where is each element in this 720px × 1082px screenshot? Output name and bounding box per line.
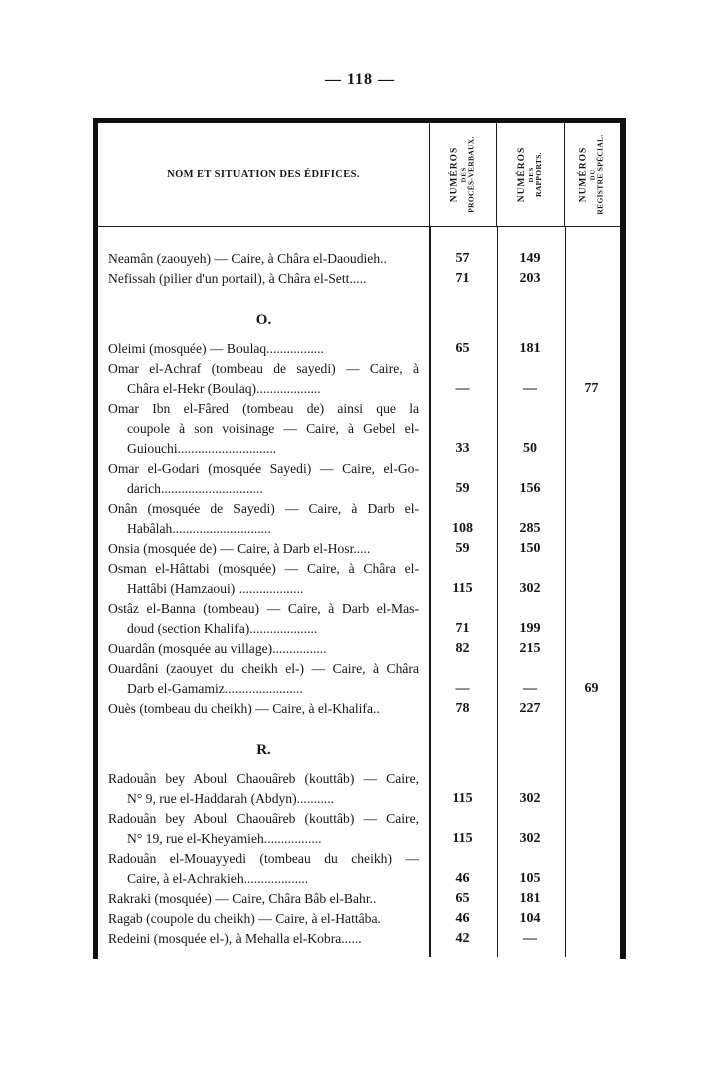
edifice-name xyxy=(98,359,429,399)
edifice-name xyxy=(98,399,429,459)
registre-special-column-header xyxy=(564,123,619,226)
table-row xyxy=(98,339,620,359)
edifice-name xyxy=(98,929,429,949)
rapports-value: 181 xyxy=(519,341,541,356)
edifice-name xyxy=(98,539,429,559)
edifice-name xyxy=(98,809,429,849)
proces-verbaux-value: 65 xyxy=(455,341,470,356)
table-row xyxy=(98,359,620,399)
rapports-column-header xyxy=(496,123,564,226)
rotated-header-text xyxy=(517,141,544,208)
edifice-name-line: Nefissah (pilier d'un portail), à Châra el-Sett..... xyxy=(108,271,367,286)
edifice-name xyxy=(98,909,429,929)
page-number: — 118 — xyxy=(324,71,396,88)
edifice-name-line: Ouardâni (zaouyet du cheikh el-) — Caire, à Châra xyxy=(108,661,419,676)
edifice-name-line: Rakraki (mosquée) — Caire, Châra Bâb el-Bahr.. xyxy=(108,891,377,906)
edifice-name-line: Hattâbi (Hamzaoui) ................... xyxy=(127,581,304,596)
column-separator xyxy=(429,227,431,957)
edifice-name-line: Guiouchi............................. xyxy=(127,441,277,456)
rapports-value: 104 xyxy=(519,911,541,926)
table-header xyxy=(98,123,620,227)
rapports-value: 181 xyxy=(519,891,541,906)
rapports-value: 203 xyxy=(519,271,541,286)
rapports-value: 302 xyxy=(519,791,541,806)
rapports-value: 302 xyxy=(519,581,541,596)
table-row xyxy=(98,559,620,599)
proces-verbaux-value: 33 xyxy=(455,441,470,456)
table-row xyxy=(98,929,620,949)
edifice-name-line: Caire, à el-Achrakieh................... xyxy=(127,871,309,886)
column-separator xyxy=(565,227,567,957)
edifice-name-line: N° 9, rue el-Haddarah (Abdyn)........... xyxy=(127,791,335,806)
rapports-value: 302 xyxy=(519,831,541,846)
rapports-value: 227 xyxy=(519,701,541,716)
edifice-name-line: Osman el-Hâttabi (mosquée) — Caire, à Châra el- xyxy=(108,561,419,576)
proces-verbaux-value: — xyxy=(455,681,470,696)
header-word: NUMÉROS xyxy=(516,146,527,203)
table-row xyxy=(98,889,620,909)
proces-verbaux-value: 78 xyxy=(455,701,470,716)
edifice-name-line: Omar el-Godari (mosquée Sayedi) — Caire, el-Go- xyxy=(108,461,419,476)
proces-verbaux-value: 57 xyxy=(455,251,470,266)
header-word: NUMÉROS xyxy=(449,146,460,203)
edifice-name xyxy=(98,499,429,539)
proces-verbaux-value: 115 xyxy=(452,581,473,596)
table-row xyxy=(98,459,620,499)
edifice-name-line: Habâlah............................. xyxy=(127,521,271,536)
edifice-name-line: Radouân bey Aboul Chaouâreb (kouttâb) — Caire, xyxy=(108,771,419,786)
rapports-value: 150 xyxy=(519,541,541,556)
table-row xyxy=(98,249,620,269)
edifice-name xyxy=(98,339,429,359)
edifice-name-line: doud (section Khalifa).................... xyxy=(127,621,318,636)
edifice-name-line: Onân (mosquée de Sayedi) — Caire, à Darb el- xyxy=(108,501,419,516)
table-row xyxy=(98,769,620,809)
edifice-name-line: darich.............................. xyxy=(127,481,263,496)
edifice-name-line: Oleimi (mosquée) — Boulaq................. xyxy=(108,341,324,356)
rapports-value: 285 xyxy=(519,521,541,536)
edifice-name-line: coupole à son voisinage — Caire, à Gebel el- xyxy=(127,421,419,436)
edifice-name-line: Radouân bey Aboul Chaouâreb (kouttâb) — Caire, xyxy=(108,811,419,826)
proces-verbaux-value: 71 xyxy=(455,271,470,286)
rapports-value: 149 xyxy=(519,251,541,266)
edifice-name xyxy=(98,459,429,499)
header-word: PROCÈS-VERBAUX. xyxy=(466,136,476,213)
rapports-value: — xyxy=(523,681,537,696)
rapports-value: 105 xyxy=(519,871,541,886)
proces-verbaux-value: 59 xyxy=(455,541,470,556)
table-row xyxy=(98,909,620,929)
rapports-value: — xyxy=(523,381,537,396)
edifice-name-line: Ragab (coupole du cheikh) — Caire, à el-Hattâba. xyxy=(108,911,381,926)
proces-verbaux-value: 46 xyxy=(455,871,470,886)
edifice-name-line: Darb el-Gamamiz....................... xyxy=(127,681,303,696)
proces-verbaux-value: 108 xyxy=(452,521,473,536)
header-word: DES xyxy=(527,166,535,183)
edifice-name-line: N° 19, rue el-Kheyamieh................. xyxy=(127,831,322,846)
edifice-name xyxy=(98,769,429,809)
proces-verbaux-value: 82 xyxy=(455,641,470,656)
edifice-name xyxy=(98,849,429,889)
rapports-value: 156 xyxy=(519,481,541,496)
edifice-name xyxy=(98,559,429,599)
rotated-header-text xyxy=(450,136,477,212)
edifice-name-line: Omar el-Achraf (tombeau de sayedi) — Caire, à xyxy=(108,361,419,376)
proces-verbaux-value: 71 xyxy=(455,621,470,636)
proces-verbaux-value: 115 xyxy=(452,791,473,806)
edifice-name xyxy=(98,659,429,699)
proces-verbaux-value: — xyxy=(455,381,470,396)
section-heading: O. xyxy=(255,312,272,328)
edifice-name-line: Omar Ibn el-Fâred (tombeau de) ainsi que la xyxy=(108,401,419,416)
edifice-name-line: Ouès (tombeau du cheikh) — Caire, à el-Khalifa.. xyxy=(108,701,380,716)
table-row xyxy=(98,499,620,539)
table-body xyxy=(98,227,620,957)
header-word: DU xyxy=(589,168,597,181)
registre-value: 77 xyxy=(584,381,599,396)
header-word: REGISTRE SPÉCIAL. xyxy=(595,134,605,215)
name-column-header: NOM ET SITUATION DES ÉDIFICES. xyxy=(167,169,360,180)
proces-verbaux-value: 65 xyxy=(455,891,470,906)
table-row xyxy=(98,269,620,289)
edifice-name-line: Ostâz el-Banna (tombeau) — Caire, à Darb el-Mas- xyxy=(108,601,419,616)
table-row xyxy=(98,699,620,719)
table-row xyxy=(98,399,620,459)
rotated-header-text xyxy=(578,134,605,214)
proces-verbaux-value: 42 xyxy=(455,931,470,946)
table-row xyxy=(98,849,620,889)
column-separator xyxy=(497,227,499,957)
edifice-name xyxy=(98,269,429,289)
registre-value: 69 xyxy=(584,681,599,696)
edifice-name xyxy=(98,249,429,269)
edifice-name-line: Ouardân (mosquée au village)................ xyxy=(108,641,327,656)
edifice-name xyxy=(98,639,429,659)
table-row xyxy=(98,599,620,639)
edifice-name xyxy=(98,599,429,639)
edifice-name xyxy=(98,889,429,909)
header-word: RAPPORTS. xyxy=(534,152,544,197)
rapports-value: 50 xyxy=(523,441,537,456)
edifice-name-line: Châra el-Hekr (Boulaq)................... xyxy=(127,381,321,396)
section-heading: R. xyxy=(256,742,271,758)
edifice-name-line: Radouân el-Mouayyedi (tombeau du cheikh) — xyxy=(108,851,419,866)
proces-verbaux-value: 59 xyxy=(455,481,470,496)
header-word: NUMÉROS xyxy=(578,146,589,203)
table-row xyxy=(98,659,620,699)
header-word: DES xyxy=(460,166,468,183)
rapports-value: 215 xyxy=(519,641,541,656)
rapports-value: 199 xyxy=(519,621,541,636)
proces-verbaux-column-header xyxy=(429,123,496,226)
edifice-name-line: Neamân (zaouyeh) — Caire, à Châra el-Daoudieh.. xyxy=(108,251,387,266)
proces-verbaux-value: 115 xyxy=(452,831,473,846)
table-row xyxy=(98,639,620,659)
edifice-name xyxy=(98,699,429,719)
edifices-table xyxy=(93,118,626,959)
proces-verbaux-value: 46 xyxy=(455,911,470,926)
edifice-name-line: Redeini (mosquée el-), à Mehalla el-Kobra...... xyxy=(108,931,362,946)
edifice-name-line: Onsia (mosquée de) — Caire, à Darb el-Hosr..... xyxy=(108,541,371,556)
table-row xyxy=(98,539,620,559)
table-row xyxy=(98,809,620,849)
rapports-value: — xyxy=(523,931,537,946)
